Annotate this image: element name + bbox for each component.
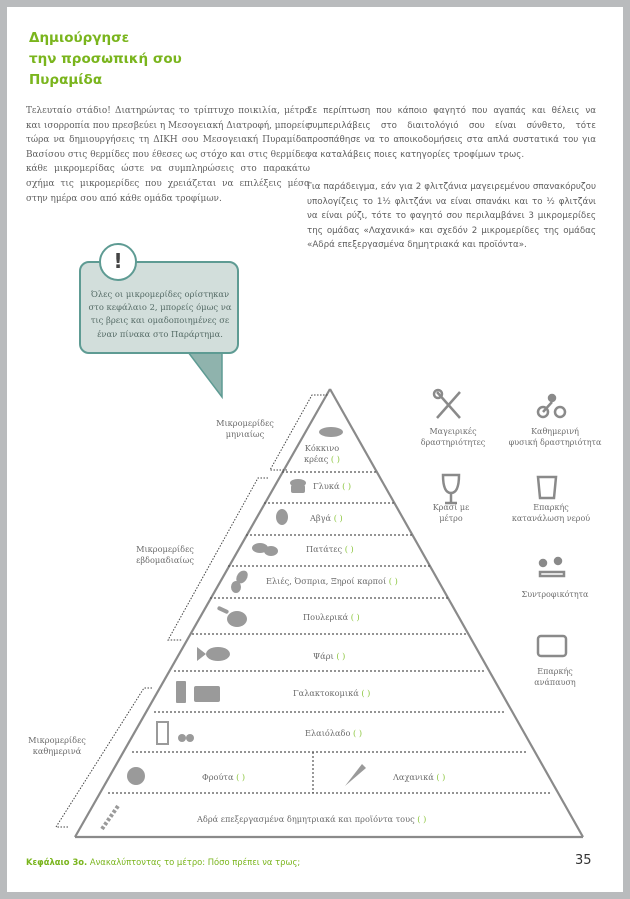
intro-right-paragraph: Σε περίπτωση που κάποιο φαγητό που αγαπάς και θέλεις να συμπεριλάβεις στο διαιτολόγιό σου είναι σύνθετο, τότε προσπάθησε να το αποικοδομήσεις στα απλά συστατικά του για να καταλάβεις ποιες κατηγορίες τροφίμων τρως.: [307, 106, 596, 160]
tier-dairy: [293, 688, 370, 698]
portion-blank[interactable]: ( ): [436, 772, 446, 782]
activity-wine: [421, 503, 481, 524]
portion-blank[interactable]: ( ): [333, 513, 343, 523]
example-paragraph: Για παράδειγμα, εάν για 2 φλιτζάνια μαγειρεμένου σπανακόρυζου υπολογίζεις το 1½ φλιτζάνι να είναι σπανάκι και το ½ φλιτζάνι να είναι ρύζι, τότε το φαγητό σου περιλαμβάνει 3 μικρομερίδες της ομάδας «Λαχανικά» και σχεδόν 2 μικρομερίδες της ομάδας «Αδρά επεξεργασμένα δημητριακά και προϊόντα».: [307, 182, 596, 251]
portion-blank[interactable]: ( ): [350, 612, 360, 622]
fish-icon: [197, 647, 230, 661]
potato-icon: [252, 543, 278, 556]
activity-water: [505, 503, 597, 524]
tier-label: Λαχανικά: [393, 772, 434, 782]
tier-poultry: [303, 612, 360, 622]
label-line: Μικρομερίδες: [216, 418, 274, 428]
tier-fruits: [202, 772, 245, 782]
frequency-label-daily: [24, 735, 90, 757]
wheat-icon: [102, 806, 118, 829]
tier-fish: [313, 651, 345, 661]
label-line: καθημερινά: [32, 746, 82, 756]
portion-blank[interactable]: ( ): [330, 454, 340, 464]
peanut-icon: [231, 568, 250, 593]
activity-label: Επαρκής: [537, 667, 573, 676]
footer: [26, 857, 300, 867]
activity-rest: [520, 667, 590, 688]
tier-red-meat: [304, 443, 340, 465]
activity-cooking: [413, 427, 493, 448]
steak-icon: [319, 427, 343, 437]
callout-text: Όλες οι μικρομερίδες ορίστηκαν στο κεφάλαιο 2, μπορείς όμως να τις βρεις και ομαδοποιημένες σε έναν πίνακα στο Παράρτημα.: [88, 289, 232, 339]
cutlery-icon: [434, 390, 460, 418]
chapter-label: Κεφάλαιο 3ο.: [26, 857, 88, 867]
activity-label: ανάπαυση: [534, 677, 576, 687]
label-line: εβδομαδιαίως: [136, 555, 194, 565]
activity-label: Επαρκής: [533, 503, 569, 512]
portion-blank[interactable]: ( ): [353, 728, 363, 738]
company-icon: [540, 558, 564, 576]
olive-icon: [157, 722, 194, 744]
activity-company: [510, 590, 600, 601]
apple-icon: [127, 767, 145, 785]
frequency-label-monthly: [205, 418, 285, 440]
activity-label: φυσική δραστηριότητα: [508, 437, 602, 447]
water-glass-icon: [538, 477, 556, 498]
activity-label: κατανάλωση νερού: [511, 513, 591, 523]
bicycle-icon: [538, 395, 565, 417]
tier-grains: [197, 814, 426, 824]
intro-left-paragraph: Τελευταίο στάδιο! Διατηρώντας το τρίπτυχο ποικιλία, μέτρο και ισορροπία που πρεσβεύει η Μεσογειακή Διατροφή, μπορείς τώρα να δημιουργήσεις τη ΔΙΚΗ σου Μεσογειακή Πυραμίδα. Βασίσου στις θερμίδες που έθεσες ως στόχο και στις θερμίδες κάθε μικρομερίδας ώστε να συμπληρώσεις στο παρακάτω σχήμα τις μικρομερίδες που χρειάζεται να επιλέξεις μέσα στην ημέρα σου από κάθε ομάδα τροφίμων.: [26, 106, 310, 204]
tier-label: Πατάτες: [306, 544, 343, 554]
title-line: Πυραμίδα: [29, 72, 103, 88]
activity-label: Κρασί με: [432, 503, 470, 512]
label-line: Μικρομερίδες: [136, 544, 194, 554]
tier-legumes: [266, 576, 398, 586]
label-line: μηνιαίως: [225, 429, 265, 439]
activity-label: δραστηριότητες: [420, 437, 486, 447]
tier-label: Ψάρι: [313, 651, 334, 661]
activity-label: μέτρο: [439, 513, 463, 523]
portion-blank[interactable]: ( ): [344, 544, 354, 554]
title-line: Δημιούργησε: [29, 30, 130, 46]
pyramid-left-edge: [75, 389, 330, 837]
cheese-icon: [176, 681, 220, 703]
tier-label: Αβγά: [310, 513, 332, 523]
tier-olive-oil: [305, 728, 362, 738]
tier-label: Γλυκά: [313, 481, 340, 491]
portion-blank[interactable]: ( ): [417, 814, 427, 824]
tier-label: Πουλερικά: [303, 612, 349, 622]
pyramid-right-edge: [330, 389, 583, 837]
activity-label: Καθημερινή: [531, 427, 579, 436]
page-number: 35: [575, 853, 592, 868]
carrot-icon: [345, 764, 366, 786]
label-line: Μικρομερίδες: [28, 735, 86, 745]
portion-blank[interactable]: ( ): [361, 688, 371, 698]
tier-label: Ελιές, Όσπρια, Ξηροί καρποί: [266, 576, 387, 586]
activity-label: Συντροφικότητα: [521, 590, 589, 599]
frequency-brackets: [56, 395, 328, 827]
portion-blank[interactable]: ( ): [388, 576, 398, 586]
tier-vegetables: [393, 772, 445, 782]
egg-icon: [276, 509, 288, 525]
activity-label: Μαγειρικές: [429, 427, 477, 436]
drumstick-icon: [217, 606, 247, 627]
portion-blank[interactable]: ( ): [236, 772, 246, 782]
tier-label: Κόκκινο: [304, 443, 340, 453]
portion-blank[interactable]: ( ): [342, 481, 352, 491]
tier-label: Φρούτα: [202, 772, 234, 782]
wine-glass-icon: [443, 475, 459, 503]
tier-eggs: [310, 513, 343, 523]
exclamation-icon: !: [99, 243, 137, 281]
tier-sweets: [313, 481, 351, 491]
activity-physical: [505, 427, 605, 448]
pillow-icon: [538, 636, 566, 656]
cupcake-icon: [290, 479, 306, 493]
tier-label: Αδρά επεξεργασμένα δημητριακά και προϊόντα τους: [197, 814, 415, 824]
tier-label: Ελαιόλαδο: [305, 728, 351, 738]
title-line: την προσωπική σου: [29, 51, 182, 67]
tier-label: κρέας: [304, 454, 329, 464]
chapter-subtitle: Ανακαλύπτοντας το μέτρο: Πόσο πρέπει να τρως;: [89, 857, 301, 867]
tier-potatoes: [306, 544, 354, 554]
frequency-label-weekly: [125, 544, 205, 566]
portion-blank[interactable]: ( ): [336, 651, 346, 661]
tier-label: Γαλακτοκομικά: [293, 688, 359, 698]
